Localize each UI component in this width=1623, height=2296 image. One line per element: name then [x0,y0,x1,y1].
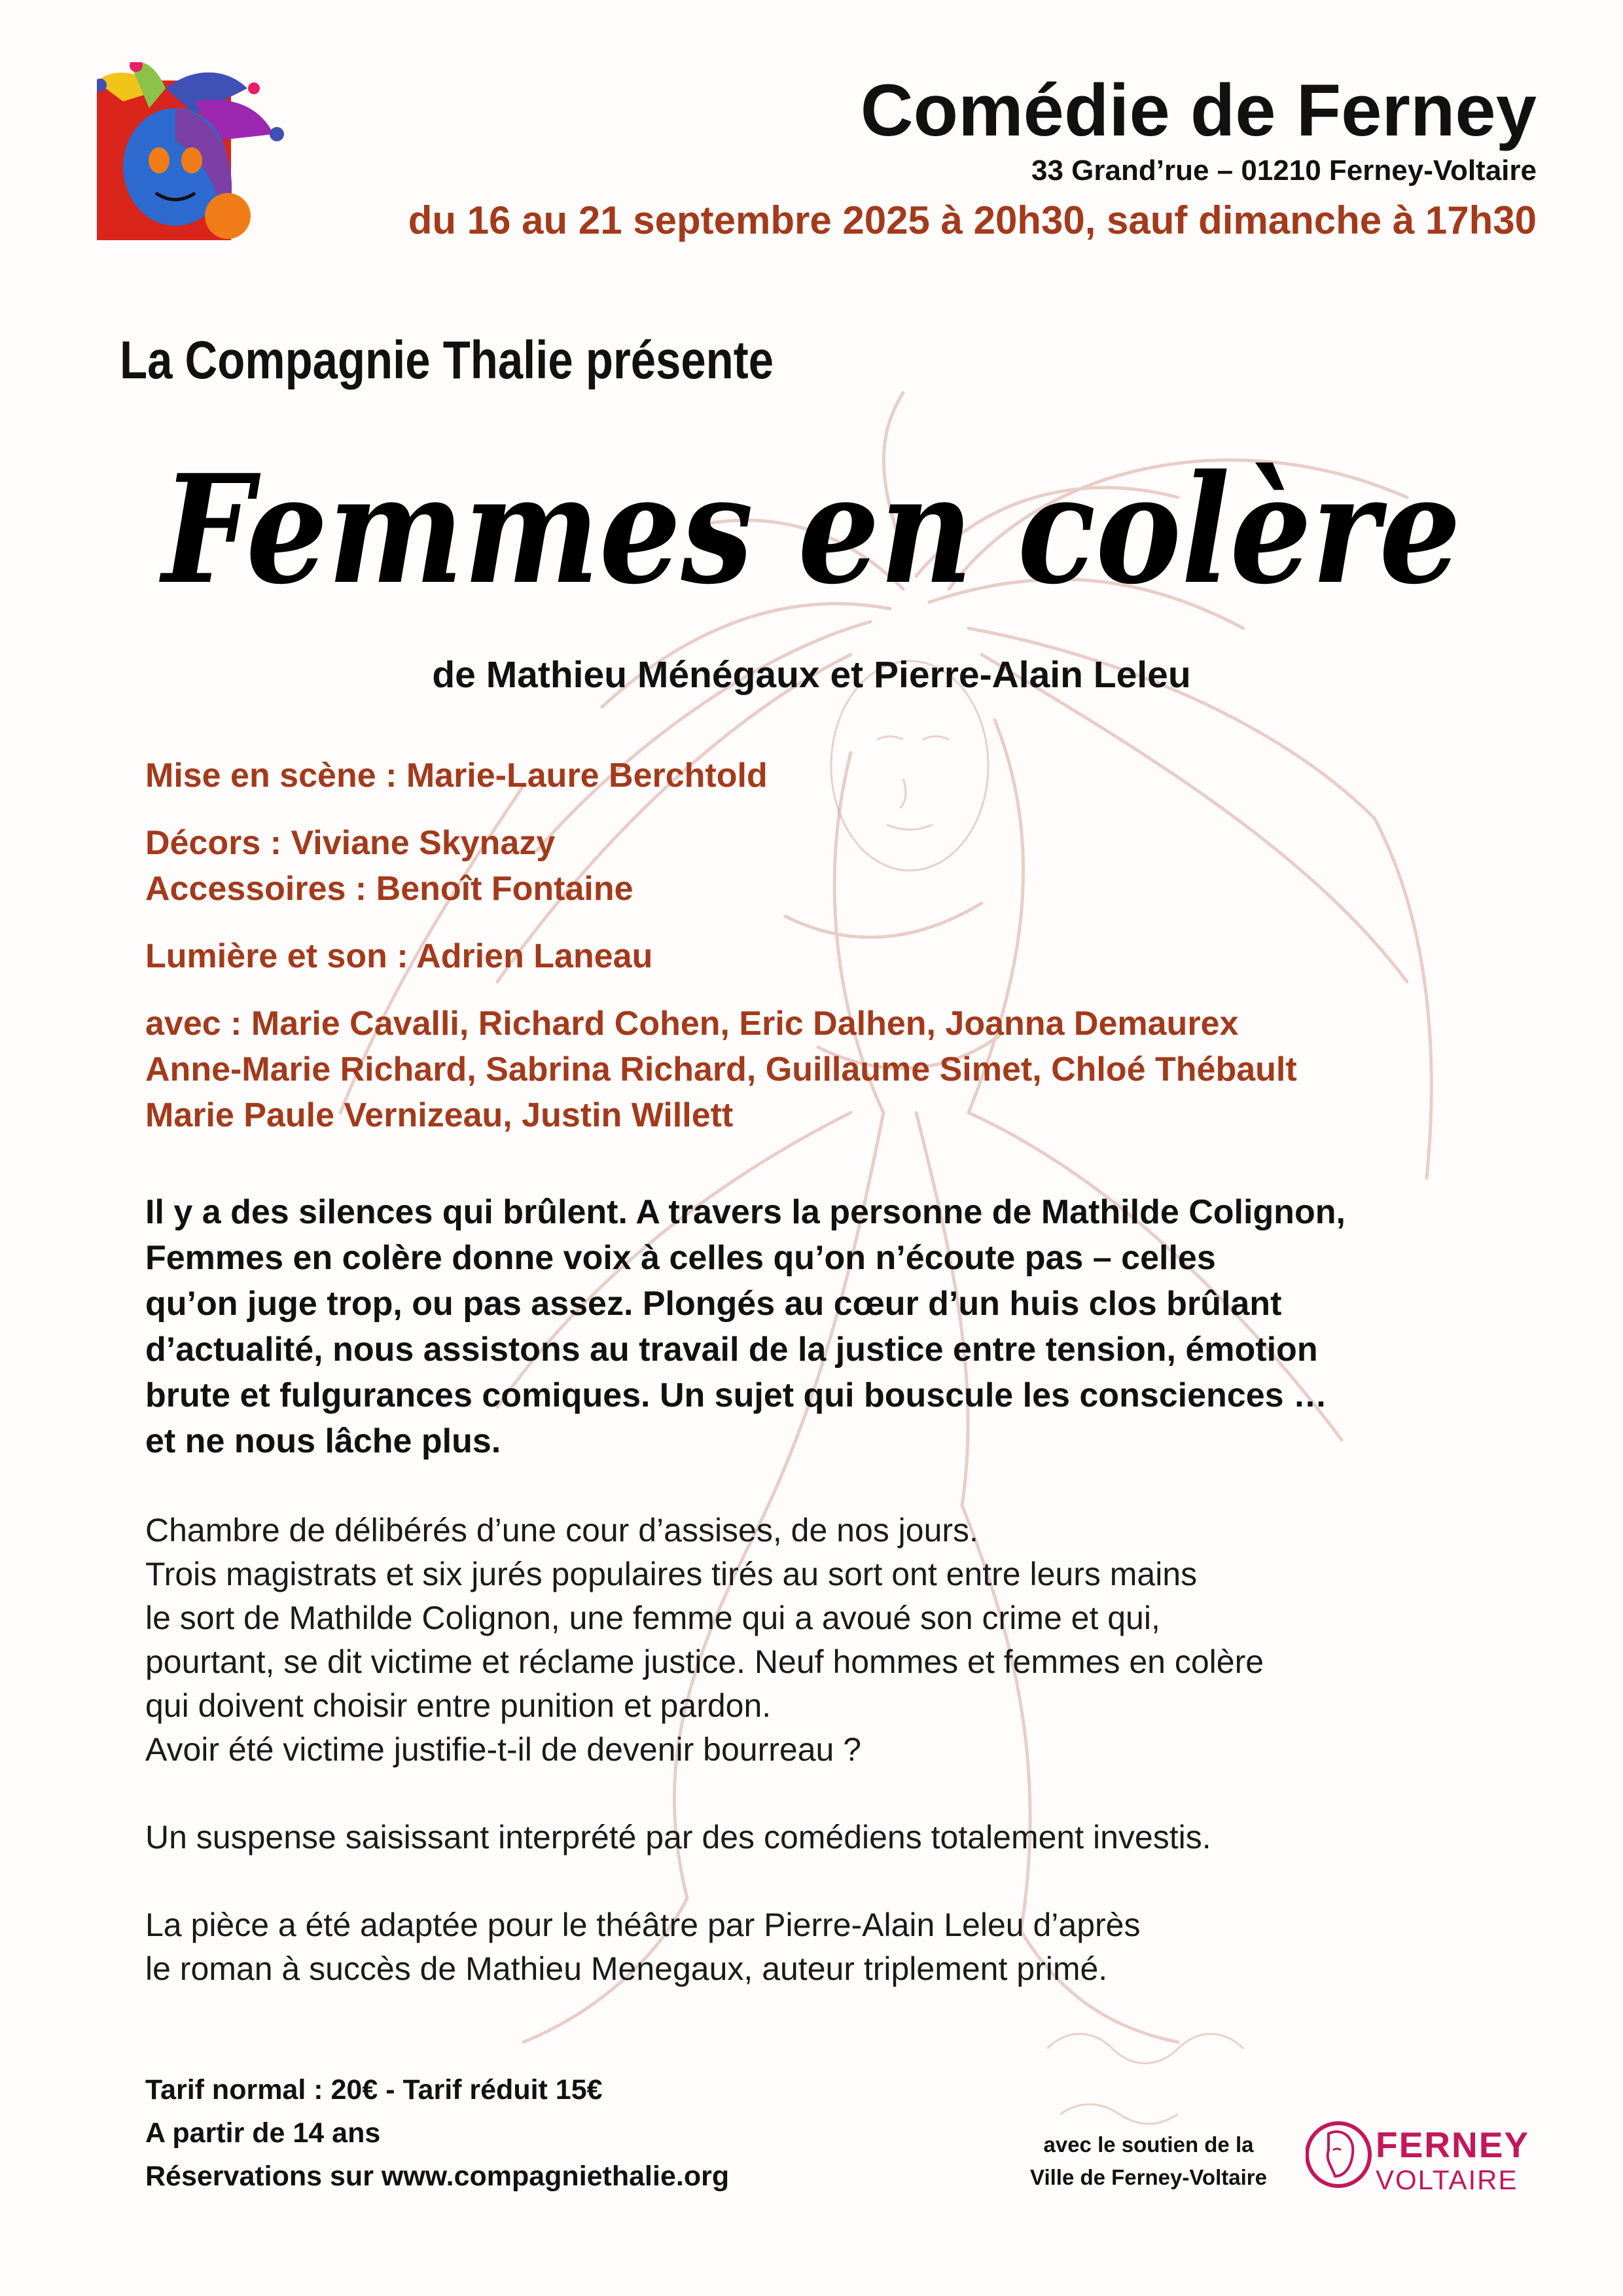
pitch-line: qu’on juge trop, ou pas assez. Plongés au cœur d’un huis clos brûlant [145,1285,1282,1323]
play-title: Femmes en colère [162,442,1461,617]
venue-name: Comédie de Ferney [860,69,1537,151]
cast-line: Marie Paule Vernizeau, Justin Willett [145,1096,734,1134]
price-line: Tarif normal : 20€ - Tarif réduit 15€ [145,2074,603,2106]
synopsis-line: qui doivent choisir entre punition et pardon. [145,1687,772,1724]
pitch-line: Femmes en colère donne voix à celles qu’on n’écoute pas – celles [145,1239,1216,1277]
cast-line: Anne-Marie Richard, Sabrina Richard, Guillaume Simet, Chloé Thébault [145,1050,1297,1088]
pitch-paragraph [145,1189,1346,1464]
performance-dates: du 16 au 21 septembre 2025 à 20h30, sauf dimanche à 17h30 [408,198,1537,242]
synopsis-line: pourtant, se dit victime et réclame justice. Neuf hommes et femmes en colère [145,1643,1264,1680]
voltaire-logo-text: VOLTAIRE [1376,2164,1518,2195]
synopsis-block [145,1509,1264,1991]
sponsor-line: avec le soutien de la [1043,2132,1254,2157]
pitch-line: d’actualité, nous assistons au travail de la justice entre tension, émotion [145,1331,1318,1369]
pricing-block [145,2068,729,2198]
credits-block [145,753,1297,1138]
age-line: A partir de 14 ans [145,2117,381,2149]
pitch-line: brute et fulgurances comiques. Un sujet qui bouscule les consciences … [145,1376,1328,1414]
venue-address: 33 Grand’rue – 01210 Ferney-Voltaire [1031,154,1537,187]
adaptation-line: La pièce a été adaptée pour le théâtre par Pierre-Alain Leleu d’après [145,1907,1141,1943]
suspense-line: Un suspense saisissant interprété par des comédiens totalement investis. [145,1819,1211,1856]
sponsor-line: Ville de Ferney-Voltaire [1030,2165,1267,2189]
synopsis-line: Trois magistrats et six jurés populaires tirés au sort ont entre leurs mains [145,1556,1198,1592]
credit-props: Accessoires : Benoît Fontaine [145,870,633,908]
presenter-line: La Compagnie Thalie présente [120,331,774,390]
ferney-logo-text: FERNEY [1376,2125,1530,2165]
reservation-line: Réservations sur www.compagniethalie.org [145,2161,730,2192]
pitch-line: Il y a des silences qui brûlent. A travers la personne de Mathilde Colignon, [145,1193,1346,1231]
credit-sets: Décors : Viviane Skynazy [145,824,556,862]
pitch-line: et ne nous lâche plus. [145,1422,501,1460]
cast-line: avec : Marie Cavalli, Richard Cohen, Eric Dalhen, Joanna Demaurex [145,1005,1239,1043]
credit-lighting: Lumière et son : Adrien Laneau [145,937,653,975]
jester-mask-icon [97,62,287,240]
sponsor-text [1008,2128,1289,2194]
adaptation-line: le roman à succès de Mathieu Menegaux, auteur triplement primé. [145,1950,1108,1987]
synopsis-line: Avoir été victime justifie-t-il de devenir bourreau ? [145,1731,862,1768]
play-authors: de Mathieu Ménégaux et Pierre-Alain Leleu [432,654,1191,696]
synopsis-line: le sort de Mathilde Colignon, une femme qui a avoué son crime et qui, [145,1600,1160,1636]
credit-direction: Mise en scène : Marie-Laure Berchtold [145,757,768,795]
synopsis-line: Chambre de délibérés d’une cour d’assises, de nos jours. [145,1512,978,1549]
